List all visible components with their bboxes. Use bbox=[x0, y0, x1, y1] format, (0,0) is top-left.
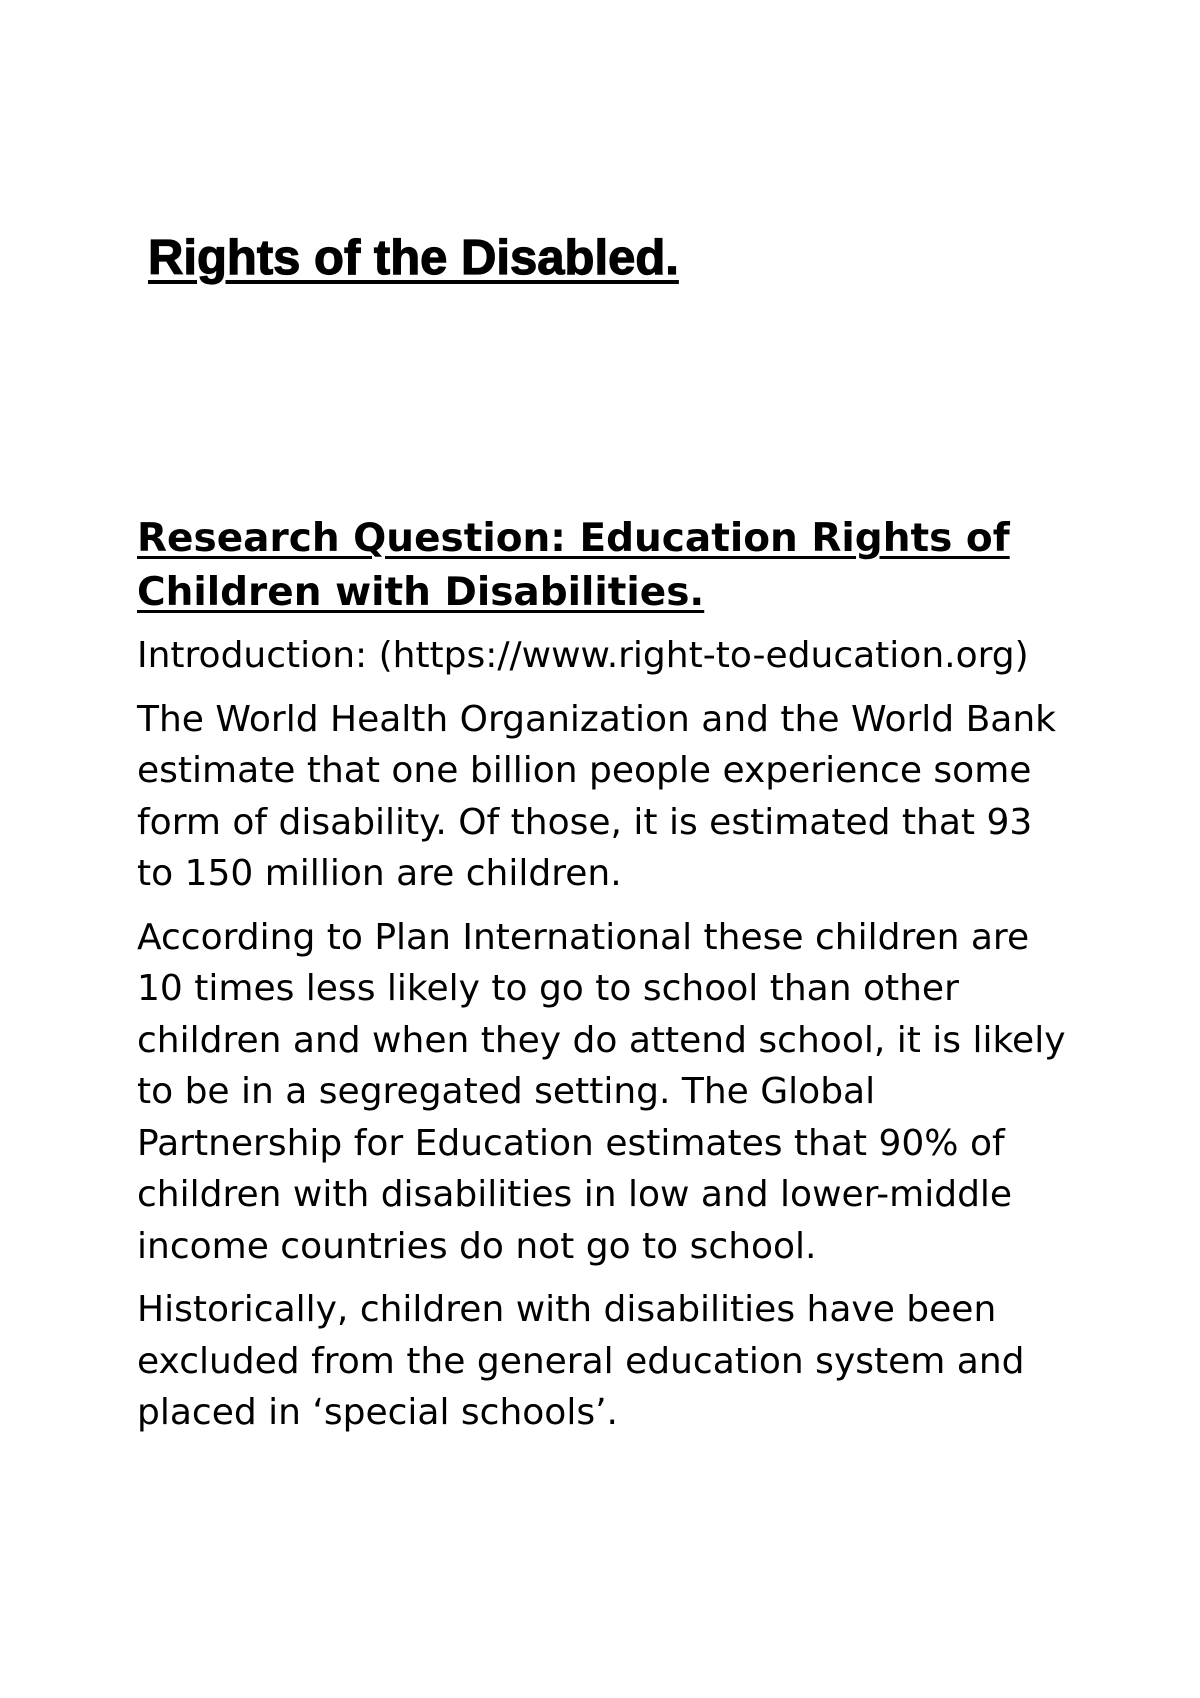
paragraph: According to Plan International these children are 10 times less likely to go to school than other children and when they do attend school, it is likely to be in a segregated setting. The Global Partnership for Education estimates that 90% of children with disabilities in low and lower-middle income countries do not go to school. bbox=[137, 916, 1066, 1267]
paragraph: Historically, children with disabilities have been excluded from the general education system and placed in ‘special schools’. bbox=[137, 1289, 1025, 1433]
introduction-source: Introduction: (https://www.right-to-education.org) bbox=[137, 635, 1029, 676]
document-body bbox=[137, 512, 1077, 1451]
document-title: Rights of the Disabled. bbox=[148, 231, 679, 285]
paragraph: The World Health Organization and the World Bank estimate that one billion people experience some form of disability. Of those, it is estimated that 93 to 150 million are children. bbox=[137, 698, 1056, 894]
research-question-heading: Research Question: Education Rights of Children with Disabilities. bbox=[137, 516, 1010, 615]
